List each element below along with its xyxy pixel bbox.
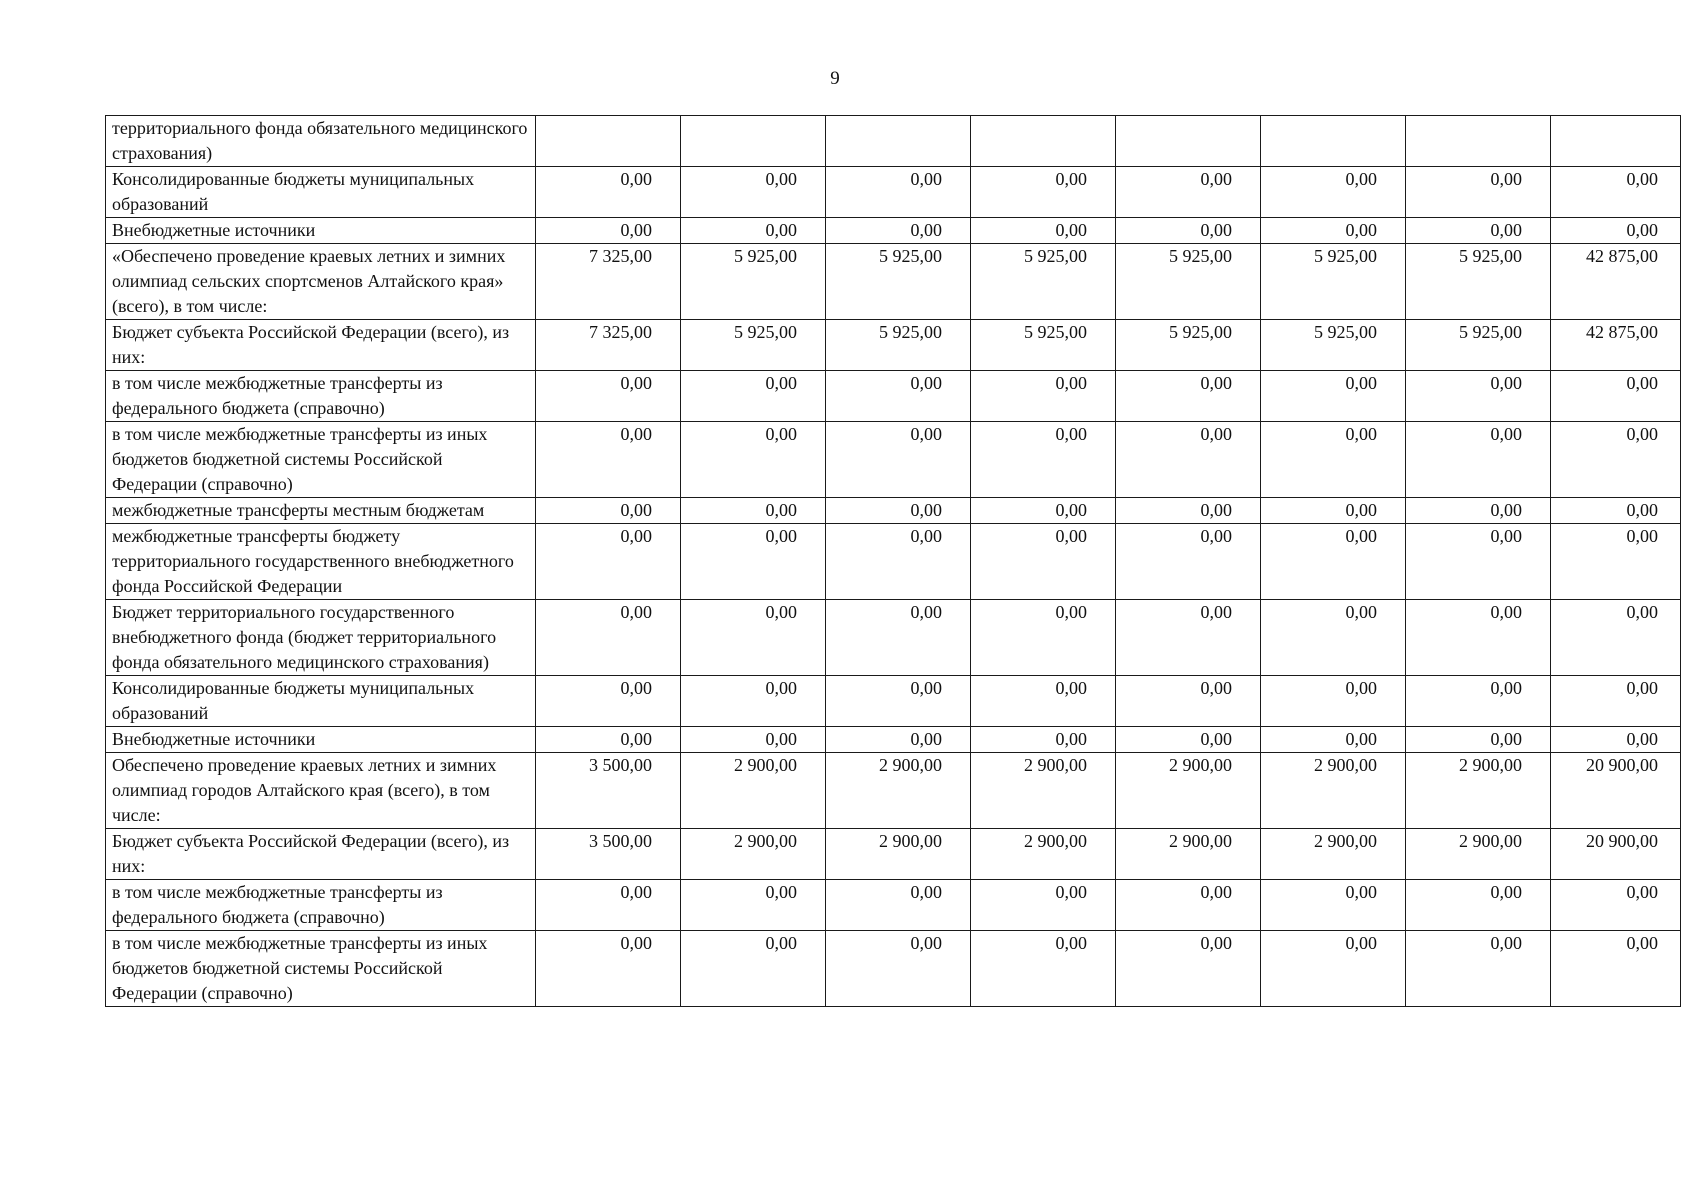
- row-total-cell: 0,00: [1551, 498, 1681, 524]
- row-value-cell: 0,00: [971, 422, 1116, 498]
- row-value-cell: 0,00: [536, 727, 681, 753]
- row-value-cell: 0,00: [536, 371, 681, 422]
- row-value-cell: [1261, 116, 1406, 167]
- row-value-cell: 5 925,00: [681, 320, 826, 371]
- row-value-cell: 0,00: [681, 218, 826, 244]
- row-value-cell: 0,00: [1406, 167, 1551, 218]
- row-value-cell: 0,00: [681, 676, 826, 727]
- row-value-cell: 2 900,00: [826, 753, 971, 829]
- table-row: [106, 498, 1681, 524]
- table-row: [106, 880, 1681, 931]
- row-label: в том числе межбюджетные трансферты из федерального бюджета (справочно): [106, 880, 536, 931]
- table-row: [106, 218, 1681, 244]
- row-value-cell: 0,00: [826, 524, 971, 600]
- row-total-cell: 0,00: [1551, 931, 1681, 1007]
- row-value-cell: 0,00: [826, 600, 971, 676]
- row-value-cell: 0,00: [536, 524, 681, 600]
- row-value-cell: 0,00: [971, 524, 1116, 600]
- row-value-cell: [1116, 116, 1261, 167]
- row-value-cell: 0,00: [971, 880, 1116, 931]
- row-value-cell: 0,00: [1406, 676, 1551, 727]
- row-value-cell: 5 925,00: [1406, 320, 1551, 371]
- row-value-cell: 2 900,00: [1406, 753, 1551, 829]
- row-label: в том числе межбюджетные трансферты из иных бюджетов бюджетной системы Российской Федерации (справочно): [106, 931, 536, 1007]
- row-total-cell: 0,00: [1551, 167, 1681, 218]
- row-value-cell: 0,00: [971, 676, 1116, 727]
- table-row: [106, 676, 1681, 727]
- row-value-cell: 0,00: [681, 880, 826, 931]
- row-value-cell: 5 925,00: [1116, 244, 1261, 320]
- row-value-cell: 2 900,00: [1261, 829, 1406, 880]
- row-value-cell: 0,00: [536, 600, 681, 676]
- row-total-cell: 0,00: [1551, 422, 1681, 498]
- row-value-cell: 3 500,00: [536, 829, 681, 880]
- row-value-cell: 0,00: [1116, 600, 1261, 676]
- row-value-cell: 5 925,00: [1261, 320, 1406, 371]
- row-label: межбюджетные трансферты местным бюджетам: [106, 498, 536, 524]
- row-value-cell: 0,00: [1261, 880, 1406, 931]
- row-value-cell: 0,00: [1261, 931, 1406, 1007]
- row-value-cell: 5 925,00: [681, 244, 826, 320]
- row-value-cell: 0,00: [1406, 422, 1551, 498]
- row-value-cell: 2 900,00: [1261, 753, 1406, 829]
- row-value-cell: 0,00: [1261, 727, 1406, 753]
- row-value-cell: 0,00: [826, 371, 971, 422]
- row-value-cell: 0,00: [826, 676, 971, 727]
- row-value-cell: 0,00: [1116, 880, 1261, 931]
- row-value-cell: 0,00: [681, 931, 826, 1007]
- row-value-cell: 0,00: [971, 371, 1116, 422]
- row-label: Обеспечено проведение краевых летних и зимних олимпиад городов Алтайского края (всего), в том числе:: [106, 753, 536, 829]
- row-value-cell: [971, 116, 1116, 167]
- row-value-cell: 0,00: [1116, 727, 1261, 753]
- row-label: межбюджетные трансферты бюджету территориального государственного внебюджетного фонда Российской Федерации: [106, 524, 536, 600]
- row-label: «Обеспечено проведение краевых летних и зимних олимпиад сельских спортсменов Алтайского края» (всего), в том числе:: [106, 244, 536, 320]
- row-value-cell: [826, 116, 971, 167]
- row-total-cell: 20 900,00: [1551, 753, 1681, 829]
- row-value-cell: 0,00: [1261, 676, 1406, 727]
- table-row: [106, 422, 1681, 498]
- row-value-cell: 0,00: [1116, 676, 1261, 727]
- row-value-cell: 5 925,00: [971, 320, 1116, 371]
- row-value-cell: 0,00: [681, 600, 826, 676]
- row-value-cell: 0,00: [1116, 524, 1261, 600]
- row-value-cell: 2 900,00: [971, 753, 1116, 829]
- table-row: [106, 320, 1681, 371]
- row-value-cell: 0,00: [826, 498, 971, 524]
- row-value-cell: 0,00: [536, 931, 681, 1007]
- row-label: Консолидированные бюджеты муниципальных образований: [106, 167, 536, 218]
- row-value-cell: 0,00: [536, 218, 681, 244]
- row-value-cell: 0,00: [1406, 880, 1551, 931]
- row-value-cell: 2 900,00: [1116, 753, 1261, 829]
- row-value-cell: 0,00: [971, 498, 1116, 524]
- row-value-cell: 0,00: [1406, 371, 1551, 422]
- row-label: территориального фонда обязательного медицинского страхования): [106, 116, 536, 167]
- row-label: Внебюджетные источники: [106, 727, 536, 753]
- table-row: [106, 727, 1681, 753]
- row-value-cell: 0,00: [971, 167, 1116, 218]
- row-total-cell: 0,00: [1551, 880, 1681, 931]
- row-total-cell: 20 900,00: [1551, 829, 1681, 880]
- row-value-cell: 0,00: [536, 167, 681, 218]
- row-value-cell: 2 900,00: [1406, 829, 1551, 880]
- row-value-cell: 0,00: [826, 727, 971, 753]
- row-value-cell: 3 500,00: [536, 753, 681, 829]
- row-value-cell: 0,00: [1261, 167, 1406, 218]
- table-row: [106, 116, 1681, 167]
- row-value-cell: 0,00: [1406, 727, 1551, 753]
- row-value-cell: 0,00: [1406, 600, 1551, 676]
- table-row: [106, 524, 1681, 600]
- row-value-cell: 5 925,00: [826, 320, 971, 371]
- row-value-cell: 0,00: [1116, 422, 1261, 498]
- row-value-cell: 0,00: [971, 931, 1116, 1007]
- row-value-cell: 5 925,00: [826, 244, 971, 320]
- row-value-cell: 0,00: [1406, 498, 1551, 524]
- row-value-cell: 0,00: [1261, 498, 1406, 524]
- table-row: [106, 753, 1681, 829]
- row-label: Консолидированные бюджеты муниципальных образований: [106, 676, 536, 727]
- row-value-cell: 0,00: [826, 880, 971, 931]
- row-value-cell: 0,00: [681, 371, 826, 422]
- row-total-cell: 42 875,00: [1551, 320, 1681, 371]
- row-value-cell: 5 925,00: [1406, 244, 1551, 320]
- row-value-cell: [536, 116, 681, 167]
- row-value-cell: 0,00: [971, 600, 1116, 676]
- table-body: [106, 116, 1681, 1007]
- row-value-cell: 0,00: [1116, 931, 1261, 1007]
- row-value-cell: 7 325,00: [536, 244, 681, 320]
- row-value-cell: 0,00: [1406, 931, 1551, 1007]
- row-value-cell: 0,00: [826, 422, 971, 498]
- row-total-cell: 0,00: [1551, 727, 1681, 753]
- page-number: 9: [830, 68, 840, 89]
- row-value-cell: 0,00: [536, 498, 681, 524]
- row-total-cell: 0,00: [1551, 371, 1681, 422]
- row-total-cell: [1551, 116, 1681, 167]
- row-value-cell: 0,00: [1116, 167, 1261, 218]
- row-value-cell: 2 900,00: [1116, 829, 1261, 880]
- budget-table: [105, 115, 1681, 1007]
- row-value-cell: 2 900,00: [826, 829, 971, 880]
- row-value-cell: 0,00: [681, 498, 826, 524]
- row-value-cell: 0,00: [1406, 218, 1551, 244]
- row-label: Бюджет субъекта Российской Федерации (всего), из них:: [106, 829, 536, 880]
- row-value-cell: 7 325,00: [536, 320, 681, 371]
- row-value-cell: 0,00: [826, 931, 971, 1007]
- row-value-cell: 0,00: [536, 676, 681, 727]
- row-value-cell: 0,00: [536, 880, 681, 931]
- row-value-cell: 0,00: [536, 422, 681, 498]
- table-row: [106, 167, 1681, 218]
- row-total-cell: 0,00: [1551, 524, 1681, 600]
- row-value-cell: 2 900,00: [681, 753, 826, 829]
- row-value-cell: 0,00: [1261, 218, 1406, 244]
- row-total-cell: 0,00: [1551, 676, 1681, 727]
- row-label: Бюджет территориального государственного внебюджетного фонда (бюджет территориального фонда обязательного медицинского страхования): [106, 600, 536, 676]
- row-value-cell: 0,00: [1406, 524, 1551, 600]
- row-value-cell: 0,00: [681, 167, 826, 218]
- row-value-cell: 0,00: [1261, 371, 1406, 422]
- row-value-cell: 0,00: [681, 727, 826, 753]
- row-value-cell: 2 900,00: [681, 829, 826, 880]
- row-label: Внебюджетные источники: [106, 218, 536, 244]
- row-total-cell: 42 875,00: [1551, 244, 1681, 320]
- row-value-cell: 5 925,00: [971, 244, 1116, 320]
- row-label: Бюджет субъекта Российской Федерации (всего), из них:: [106, 320, 536, 371]
- row-value-cell: [1406, 116, 1551, 167]
- table-row: [106, 931, 1681, 1007]
- table-row: [106, 600, 1681, 676]
- row-value-cell: 0,00: [1261, 600, 1406, 676]
- row-value-cell: 0,00: [971, 727, 1116, 753]
- table-row: [106, 371, 1681, 422]
- row-value-cell: 0,00: [826, 167, 971, 218]
- row-label: в том числе межбюджетные трансферты из федерального бюджета (справочно): [106, 371, 536, 422]
- row-value-cell: 5 925,00: [1116, 320, 1261, 371]
- table-row: [106, 829, 1681, 880]
- row-value-cell: 0,00: [826, 218, 971, 244]
- row-value-cell: 0,00: [1261, 422, 1406, 498]
- row-value-cell: 0,00: [1261, 524, 1406, 600]
- row-value-cell: 2 900,00: [971, 829, 1116, 880]
- row-value-cell: 0,00: [1116, 218, 1261, 244]
- row-value-cell: 0,00: [971, 218, 1116, 244]
- row-total-cell: 0,00: [1551, 600, 1681, 676]
- row-value-cell: 0,00: [681, 422, 826, 498]
- row-label: в том числе межбюджетные трансферты из иных бюджетов бюджетной системы Российской Федерации (справочно): [106, 422, 536, 498]
- row-value-cell: 5 925,00: [1261, 244, 1406, 320]
- row-total-cell: 0,00: [1551, 218, 1681, 244]
- row-value-cell: 0,00: [1116, 498, 1261, 524]
- row-value-cell: [681, 116, 826, 167]
- row-value-cell: 0,00: [1116, 371, 1261, 422]
- table-row: [106, 244, 1681, 320]
- row-value-cell: 0,00: [681, 524, 826, 600]
